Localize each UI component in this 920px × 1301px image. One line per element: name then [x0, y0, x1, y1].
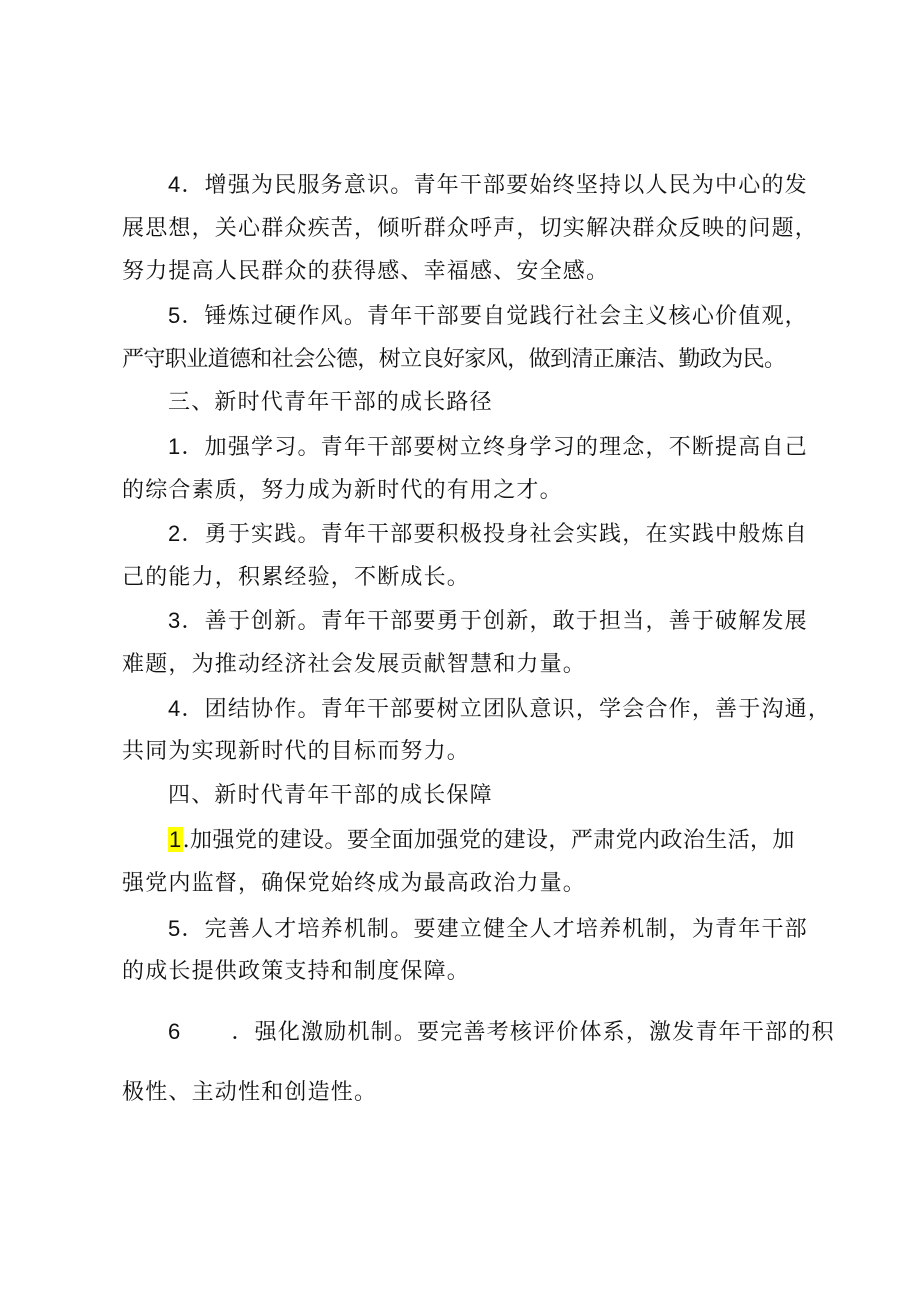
paragraph-line: [122, 257, 609, 287]
paragraph-line: [122, 476, 563, 506]
section-heading: [168, 781, 493, 811]
paragraph-text: .加强党的建设。要全面加强党的建设，严肃党内政治生活，加: [182, 828, 795, 853]
item-number: 6: [168, 1019, 182, 1044]
paragraph-line: [122, 737, 470, 767]
paragraph-line: [168, 432, 808, 463]
paragraph-line: [168, 170, 808, 201]
paragraph-line: [168, 301, 808, 332]
paragraph-text: 严守职业道德和社会公德，树立良好家风，做到清正廉洁、勤政为民。: [122, 347, 786, 372]
paragraph-text: 难题，为推动经济社会发展贡献智慧和力量。: [122, 652, 587, 677]
paragraph-text: ．善于创新。青年干部要勇于创新，敢于担当，善于破解发展: [181, 609, 808, 634]
paragraph-text: 己的能力，积累经验，不断成长。: [122, 565, 471, 590]
paragraph-line: [122, 563, 470, 593]
paragraph-line: [168, 825, 795, 856]
paragraph-line: [168, 1017, 835, 1048]
paragraph-line: [168, 519, 808, 550]
paragraph-line: [122, 957, 470, 987]
item-number: 3: [168, 608, 182, 633]
item-number: 5: [168, 303, 182, 328]
item-number: 4: [168, 696, 182, 721]
paragraph-text: ．强化激励机制。要完善考核评价体系，激发青年干部的积: [231, 1020, 835, 1045]
paragraph-line: [168, 606, 808, 637]
item-number: 5: [168, 916, 182, 941]
heading-text: 三、新时代青年干部的成长路径: [168, 390, 493, 415]
paragraph-text: 强党内监督，确保党始终成为最高政治力量。: [122, 871, 587, 896]
paragraph-text: 的综合素质，努力成为新时代的有用之才。: [122, 478, 563, 503]
item-number: 1: [168, 434, 182, 459]
paragraph-text: 共同为实现新时代的目标而努力。: [122, 739, 471, 764]
paragraph-text: ．完善人才培养机制。要建立健全人才培养机制，为青年干部: [181, 917, 808, 942]
heading-text: 四、新时代青年干部的成长保障: [168, 783, 493, 808]
item-number: 2: [168, 521, 182, 546]
paragraph-line: [168, 914, 808, 945]
paragraph-text: ．团结协作。青年干部要树立团队意识，学会合作，善于沟通，: [181, 697, 832, 722]
paragraph-text: ．勇于实践。青年干部要积极投身社会实践，在实践中般炼自: [181, 522, 808, 547]
paragraph-text: ．增强为民服务意识。青年干部要始终坚持以人民为中心的发: [181, 173, 808, 198]
highlighted-item-number: 1: [169, 827, 182, 852]
paragraph-line: [122, 650, 586, 680]
paragraph-text: ．锤炼过硬作风。青年干部要自觉践行社会主义核心价值观，: [181, 304, 808, 329]
paragraph-text: 努力提高人民群众的获得感、幸福感、安全感。: [122, 259, 610, 284]
paragraph-line: [122, 869, 586, 899]
paragraph-text: ．加强学习。青年干部要树立终身学习的理念，不断提高自己: [181, 435, 808, 460]
paragraph-line: [168, 694, 831, 725]
paragraph-line: [122, 214, 818, 244]
paragraph-text: 展思想，关心群众疾苦，倾听群众呼声，切实解决群众反映的问题，: [122, 216, 819, 241]
paragraph-text: 的成长提供政策支持和制度保障。: [122, 959, 471, 984]
paragraph-line: [122, 1078, 377, 1108]
section-heading: [168, 388, 493, 418]
paragraph-line: [122, 345, 785, 375]
paragraph-text: 极性、主动性和创造性。: [122, 1080, 378, 1105]
item-number: 4: [168, 172, 182, 197]
